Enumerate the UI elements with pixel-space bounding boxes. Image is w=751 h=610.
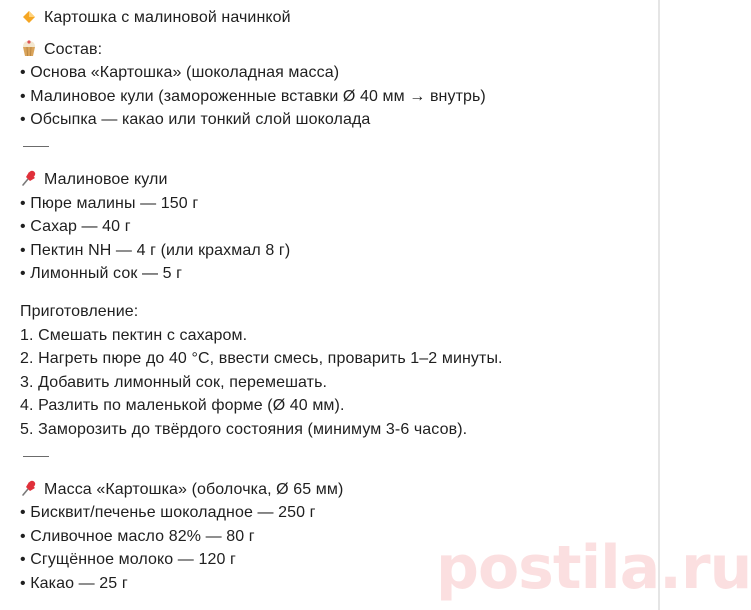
list-item: • Пектин NH — 4 г (или крахмал 8 г)	[20, 241, 291, 259]
composition-heading-line	[20, 38, 650, 62]
diamond-icon	[20, 7, 38, 25]
list-item: • Бисквит/печенье шоколадное — 250 г	[20, 504, 316, 522]
list-item: • Обсыпка — какао или тонкий слой шоколада	[20, 111, 371, 129]
composition-heading: Состав:	[44, 40, 103, 58]
mass-heading-line	[20, 478, 650, 502]
list-item: • Сгущённое молоко — 120 г	[20, 551, 236, 569]
recipe-post	[20, 6, 650, 595]
post-title-line	[20, 6, 650, 30]
coulis-heading: Малиновое кули	[44, 170, 168, 188]
list-item: • Пюре малины — 150 г	[20, 194, 199, 212]
post-title: Картошка с малиновой начинкой	[44, 9, 291, 26]
step-item: 1. Смешать пектин с сахаром.	[20, 326, 248, 344]
section-divider	[20, 132, 650, 160]
list-item: • Сливочное масло 82% — 80 г	[20, 527, 255, 545]
pushpin-icon	[20, 479, 38, 497]
step-item: 5. Заморозить до твёрдого состояния (минимум 3-6 часов).	[20, 420, 468, 438]
list-item: • Основа «Картошка» (шоколадная масса)	[20, 64, 340, 82]
list-item: • Сахар — 40 г	[20, 218, 131, 236]
list-item: • Какао — 25 г	[20, 574, 128, 592]
cupcake-icon	[20, 39, 38, 57]
pushpin-icon	[20, 169, 38, 187]
page-edge-border	[658, 0, 660, 610]
mass-heading: Масса «Картошка» (оболочка, Ø 65 мм)	[44, 480, 344, 498]
section-divider	[20, 442, 650, 470]
watermark: postila.ru	[436, 533, 751, 603]
preparation-heading: Приготовление:	[20, 302, 139, 320]
coulis-heading-line	[20, 168, 650, 192]
list-item: • Малиновое кули (замороженные вставки Ø 40 мм → внутрь)	[20, 87, 486, 105]
list-item: • Лимонный сок — 5 г	[20, 265, 183, 283]
step-item: 2. Нагреть пюре до 40 °C, ввести смесь, проварить 1–2 минуты.	[20, 350, 503, 368]
step-item: 3. Добавить лимонный сок, перемешать.	[20, 373, 328, 391]
step-item: 4. Разлить по маленькой форме (Ø 40 мм).	[20, 397, 345, 415]
